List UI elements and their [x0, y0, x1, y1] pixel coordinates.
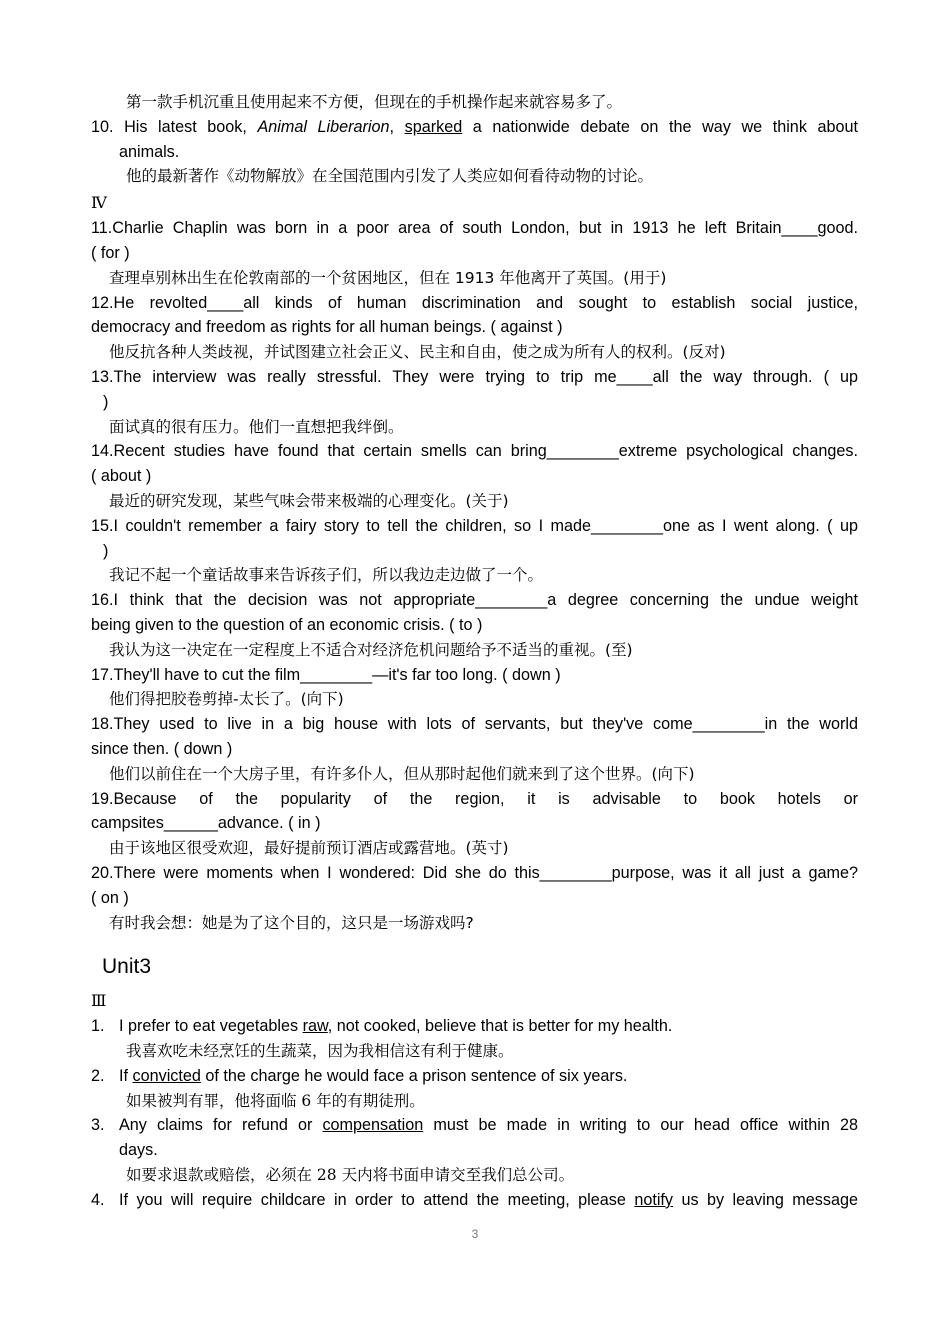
sentence-line: If you will require childcare in order to attend the meeting, please notify us by leaving message	[119, 1190, 858, 1209]
sentence-cont: days.	[119, 1141, 158, 1160]
sentence-line: I prefer to eat vegetables raw, not cooked, believe that is better for my health.	[119, 1017, 673, 1036]
question-20: 20.There were moments when I wondered: Did she do this________purpose, was it all just a game?	[91, 863, 858, 882]
question-19-cont: campsites______advance. ( in )	[91, 814, 321, 833]
list-item	[91, 1014, 858, 1064]
question-20-answer: ( on )	[91, 888, 129, 907]
question-11: 11.Charlie Chaplin was born in a poor area of south London, but in 1913 he left Britain____good.	[91, 219, 858, 238]
question-10-cont: animals.	[119, 142, 180, 161]
list-item	[91, 1188, 858, 1213]
book-title: Animal Liberarion	[257, 117, 390, 136]
question-13-cont: )	[103, 392, 109, 411]
translation-line: 我喜欢吃未经烹饪的生蔬菜，因为我相信这有利于健康。	[126, 1042, 514, 1061]
list-item-number: 1.	[91, 1017, 105, 1036]
question-16: 16.I think that the decision was not appropriate________a degree concerning the undue weight	[91, 591, 858, 610]
translation-line: 我认为这一决定在一定程度上不适合对经济危机问题给予不适当的重视。(至)	[109, 640, 633, 659]
vocab-word: convicted	[132, 1066, 201, 1085]
translation-line: 他们得把胶卷剪掉-太长了。(向下)	[109, 690, 344, 709]
translation-line: 如要求退款或赔偿，必须在 28 天内将书面申请交至我们总公司。	[126, 1166, 575, 1185]
list-item	[91, 1113, 858, 1187]
unit3-list	[91, 1014, 858, 1212]
question-16-cont: being given to the question of an economic crisis. ( to )	[91, 615, 483, 634]
translation-line: 由于该地区很受欢迎，最好提前预订酒店或露营地。(英寸)	[109, 839, 509, 858]
list-item	[91, 1064, 858, 1114]
question-12-cont: democracy and freedom as rights for all human beings. ( against )	[91, 318, 563, 337]
sentence-line: If convicted of the charge he would face a prison sentence of six years.	[119, 1066, 628, 1085]
question-14: 14.Recent studies have found that certain smells can bring________extreme psychological changes.	[91, 442, 858, 461]
sentence-line: Any claims for refund or compensation must be made in writing to our head office within 28	[119, 1116, 858, 1135]
page-number: 3	[471, 1227, 479, 1241]
vocab-word: sparked	[404, 117, 463, 136]
translation-line: 面试真的很有压力。他们一直想把我绊倒。	[109, 417, 404, 436]
question-12: 12.He revolted____all kinds of human discrimination and sought to establish social justice,	[91, 293, 858, 312]
question-15-cont: )	[103, 541, 109, 560]
question-10: 10. His latest book, Animal Liberarion, sparked a nationwide debate on the way we think about	[91, 117, 858, 136]
vocab-word: raw	[302, 1017, 328, 1036]
section-roman-4: Ⅳ	[91, 193, 107, 213]
vocab-word: notify	[634, 1190, 674, 1209]
list-item-number: 2.	[91, 1066, 105, 1085]
unit-heading: Unit3	[102, 955, 152, 979]
translation-line: 有时我会想：她是为了这个目的，这只是一场游戏吗?	[109, 913, 474, 932]
list-item-number: 4.	[91, 1190, 105, 1209]
translation-line: 他反抗各种人类歧视，并试图建立社会正义、民主和自由，使之成为所有人的权利。(反对)	[109, 343, 726, 362]
question-17: 17.They'll have to cut the film________—it's far too long. ( down )	[91, 665, 561, 684]
translation-line: 第一款手机沉重且使用起来不方便，但现在的手机操作起来就容易多了。	[126, 93, 623, 111]
section-roman-3: Ⅲ	[91, 991, 107, 1011]
translation-line: 如果被判有罪，他将面临 6 年的有期徒刑。	[126, 1091, 425, 1110]
question-14-answer: ( about )	[91, 467, 152, 486]
question-11-answer: ( for )	[91, 243, 130, 262]
question-18-cont: since then. ( down )	[91, 739, 233, 758]
document-body	[91, 90, 858, 1213]
translation-line: 他的最新著作《动物解放》在全国范围内引发了人类应如何看待动物的讨论。	[126, 167, 654, 186]
translation-line: 查理卓别林出生在伦敦南部的一个贫困地区，但在 1913 年他离开了英国。(用于)	[109, 268, 667, 287]
translation-line: 我记不起一个童话故事来告诉孩子们，所以我边走边做了一个。	[109, 566, 544, 585]
question-15: 15.I couldn't remember a fairy story to tell the children, so I made________one as I went along. ( up	[91, 516, 858, 535]
translation-line: 最近的研究发现，某些气味会带来极端的心理变化。(关于)	[109, 491, 509, 510]
vocab-word: compensation	[322, 1116, 424, 1135]
translation-line: 他们以前住在一个大房子里，有许多仆人，但从那时起他们就来到了这个世界。(向下)	[109, 764, 695, 783]
question-19: 19.Because of the popularity of the region, it is advisable to book hotels or	[91, 789, 858, 808]
list-item-number: 3.	[91, 1116, 105, 1135]
question-18: 18.They used to live in a big house with lots of servants, but they've come________in the world	[91, 715, 858, 734]
question-13: 13.The interview was really stressful. They were trying to trip me____all the way through. ( up	[91, 367, 858, 386]
